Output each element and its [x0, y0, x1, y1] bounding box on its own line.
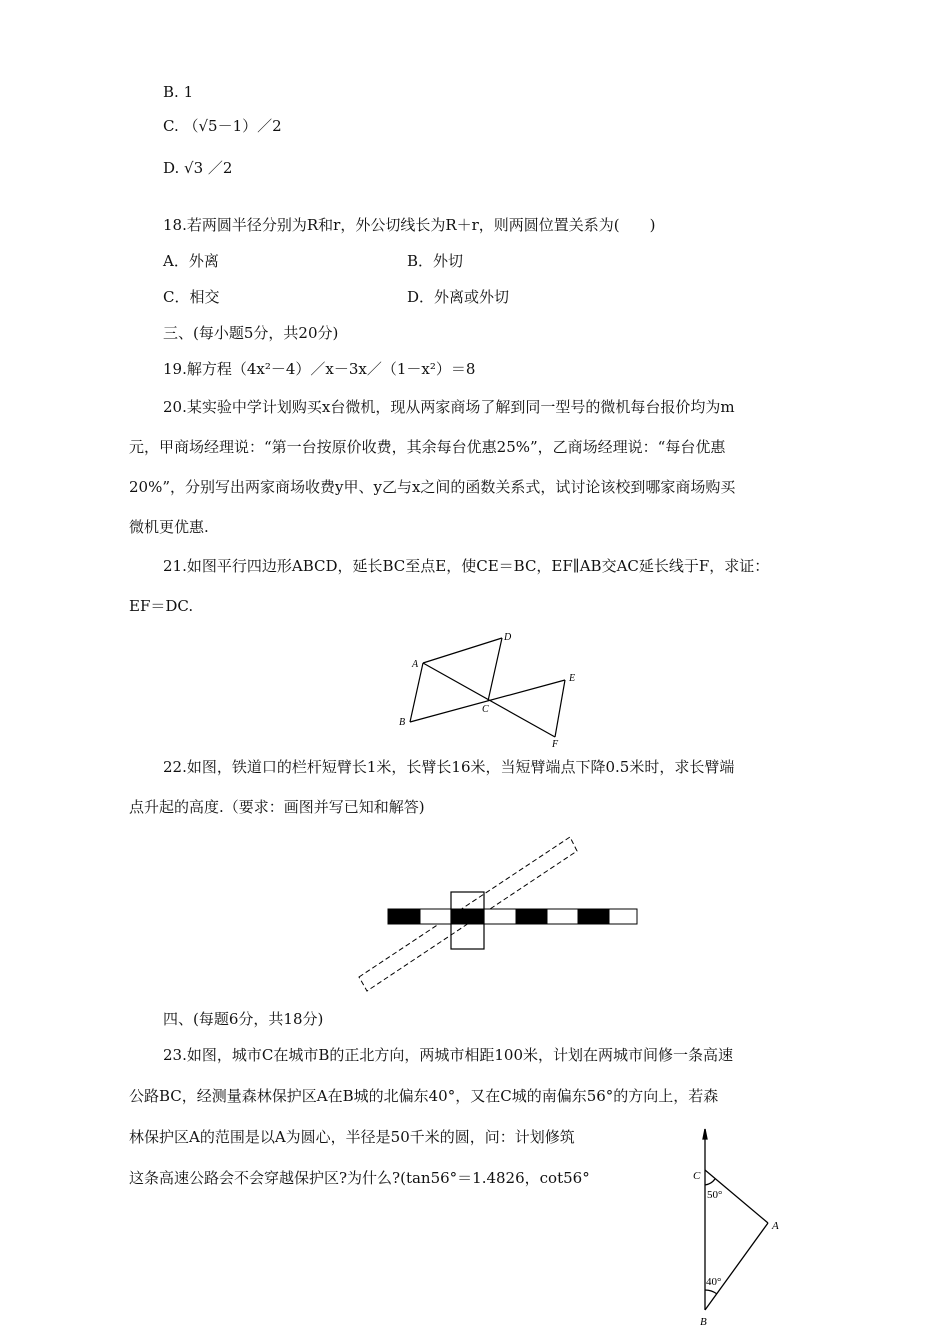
label-c: C — [482, 704, 489, 715]
q20-line-1: 20.某实验中学计划购买x台微机，现从两家商场了解到同一型号的微机每台报价均为m — [163, 398, 735, 416]
q18-option-d: D．外离或外切 — [407, 288, 510, 306]
angle-arc-b — [705, 1290, 717, 1294]
segment-ba — [705, 1223, 768, 1310]
label-forest-a: A — [772, 1220, 779, 1232]
segment-ab — [410, 663, 423, 722]
label-f: F — [552, 739, 559, 750]
angle-label-top: 50° — [707, 1189, 723, 1201]
segment-af — [423, 663, 555, 737]
railway-barrier-figure — [350, 830, 650, 1000]
option-d: D. √3 ／2 — [163, 159, 233, 177]
label-e: E — [569, 673, 576, 684]
barrier-block-white — [420, 909, 452, 924]
barrier-block-black — [578, 909, 609, 924]
q22-line-2: 点升起的高度.（要求：画图并写已知和解答) — [129, 798, 425, 816]
q23-line-3: 林保护区A的范围是以A为圆心，半径是50千米的圆，问：计划修筑 — [129, 1128, 575, 1146]
barrier-block-black — [388, 909, 420, 924]
barrier-block-black — [452, 909, 484, 924]
q20-line-4: 微机更优惠. — [129, 518, 209, 536]
q23-line-2: 公路BC，经测量森林保护区A在B城的北偏东40°，又在C城的南偏东56°的方向上，若森 — [129, 1087, 719, 1105]
section-3-heading: 三、(每小题5分，共20分) — [163, 324, 339, 342]
option-b: B. 1 — [163, 83, 194, 101]
option-c: C. （√5－1）／2 — [163, 117, 282, 135]
q20-line-2: 元，甲商场经理说：“第一台按原价收费，其余每台优惠25%”，乙商场经理说：“每台优惠 — [129, 438, 726, 456]
q20-line-3: 20%”，分别写出两家商场收费y甲、y乙与x之间的函数关系式，试讨论该校到哪家商场购买 — [129, 478, 736, 496]
label-city-c: C — [693, 1170, 701, 1182]
q18-option-a: A．外离 — [163, 252, 219, 270]
q19: 19.解方程（4x²－4）／x－3x／（1－x²）＝8 — [163, 360, 476, 378]
barrier-block-white — [547, 909, 578, 924]
segment-be — [410, 680, 565, 722]
label-b: B — [399, 717, 406, 728]
q23-line-1: 23.如图，城市C在城市B的正北方向，两城市相距100米，计划在两城市间修一条高速 — [163, 1046, 733, 1064]
q18-option-b: B．外切 — [407, 252, 464, 270]
q18-stem: 18.若两圆半径分别为R和r，外公切线长为R＋r，则两圆位置关系为( ) — [163, 216, 656, 234]
label-city-b: B — [700, 1316, 707, 1328]
angle-label-bottom: 40° — [706, 1276, 722, 1288]
segment-ef — [555, 680, 565, 737]
segment-dc — [488, 638, 502, 701]
segment-ad — [423, 638, 502, 663]
section-4-heading: 四、(每题6分，共18分) — [163, 1010, 324, 1028]
q21-line-1: 21.如图平行四边形ABCD，延长BC至点E，使CE＝BC，EF∥AB交AC延长线于F，求证： — [163, 557, 770, 575]
label-d: D — [504, 632, 512, 643]
north-arrow-icon — [703, 1129, 707, 1139]
parallelogram-figure — [390, 625, 590, 750]
barrier-block-white — [609, 909, 637, 924]
barrier-block-black — [516, 909, 547, 924]
q23-line-4: 这条高速公路会不会穿越保护区?为什么?(tan56°＝1.4826，cot56° — [129, 1169, 590, 1187]
q21-line-2: EF＝DC. — [129, 597, 194, 615]
city-triangle-figure — [680, 1125, 800, 1340]
q18-option-c: C．相交 — [163, 288, 220, 306]
label-a: A — [412, 659, 419, 670]
angle-arc-c — [705, 1179, 715, 1185]
q22-line-1: 22.如图，铁道口的栏杆短臂长1米，长臂长16米，当短臂端点下降0.5米时，求长臂端 — [163, 758, 735, 776]
barrier-block-white — [484, 909, 516, 924]
